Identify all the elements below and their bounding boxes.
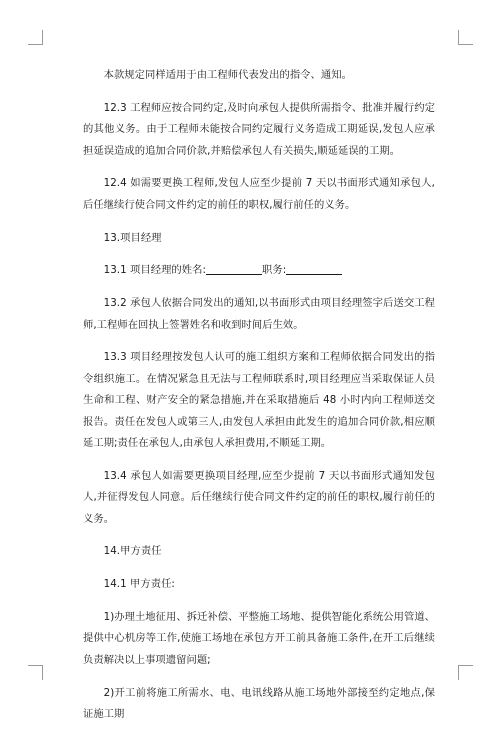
paragraph: 13.4 承包人如需要更换项目经理,应至少提前 7 天以书面形式通知发包人,并征得发包人同意。后任继续行使合同文件约定的前任的职权,履行前任的义务。 — [83, 469, 435, 525]
crop-mark-top-right — [458, 30, 473, 45]
section-heading: 14.甲方责任 — [103, 545, 162, 558]
field-label-position: 职务: — [262, 264, 287, 277]
paragraph-name-field — [83, 260, 435, 281]
paragraph: 本款规定同样适用于由工程师代表发出的指令、通知。 — [103, 69, 352, 81]
crop-mark-bottom-right — [458, 665, 473, 680]
paragraph: 1)办理土地征用、拆迁补偿、平整施工场地、提供智能化系统公用管道、提供中心机房等工作,使施工场地在承包方开工前具备施工条件,在开工后继续负责解决以上事项遗留问题; — [83, 611, 436, 666]
field-label-name: 13.1 项目经理的姓名: — [103, 264, 206, 277]
paragraph: 12.3 工程师应按合同约定,及时向承包人提供所需指令、批准并履行约定的其他义务。由于工程师未能按合同约定履行义务造成工期延误,发包人应承担延误造成的追加合同价款,并赔偿承包人有关损失,顺延延误的工期。 — [83, 101, 435, 157]
document-body — [83, 65, 435, 737]
paragraph: 13.3 项目经理按发包人认可的施工组织方案和工程师依据合同发出的指令组织施工。在情况紧急且无法与工程师联系时,项目经理应当采取保证人员生命和工程、财产安全的紧急措施,并在采取措施后 48 小时内向工程师送交报告。责任在发包人或第三人,由发包人承担由此发生的追加合同价款,相应顺延工期;责任在承包人,由承包人承担费用,不顺延工期。 — [83, 351, 435, 450]
section-heading: 13.项目经理 — [103, 231, 162, 244]
crop-mark-top-left — [28, 30, 43, 45]
blank-line-name — [206, 262, 262, 275]
blank-line-position — [286, 262, 342, 275]
paragraph: 13.2 承包人依据合同发出的通知,以书面形式由项目经理签字后送交工程师,工程师在回执上签署姓名和收到时间后生效。 — [83, 297, 435, 331]
paragraph: 2)开工前将施工所需水、电、电讯线路从施工场地外部接至约定地点,保证施工期 — [83, 686, 435, 721]
crop-mark-bottom-left — [28, 665, 43, 680]
paragraph: 14.1 甲方责任: — [103, 578, 175, 591]
paragraph: 12.4 如需要更换工程师,发包人应至少提前 7 天以书面形式通知承包人,后任继续行使合同文件约定的前任的职权,履行前任的义务。 — [83, 177, 435, 211]
